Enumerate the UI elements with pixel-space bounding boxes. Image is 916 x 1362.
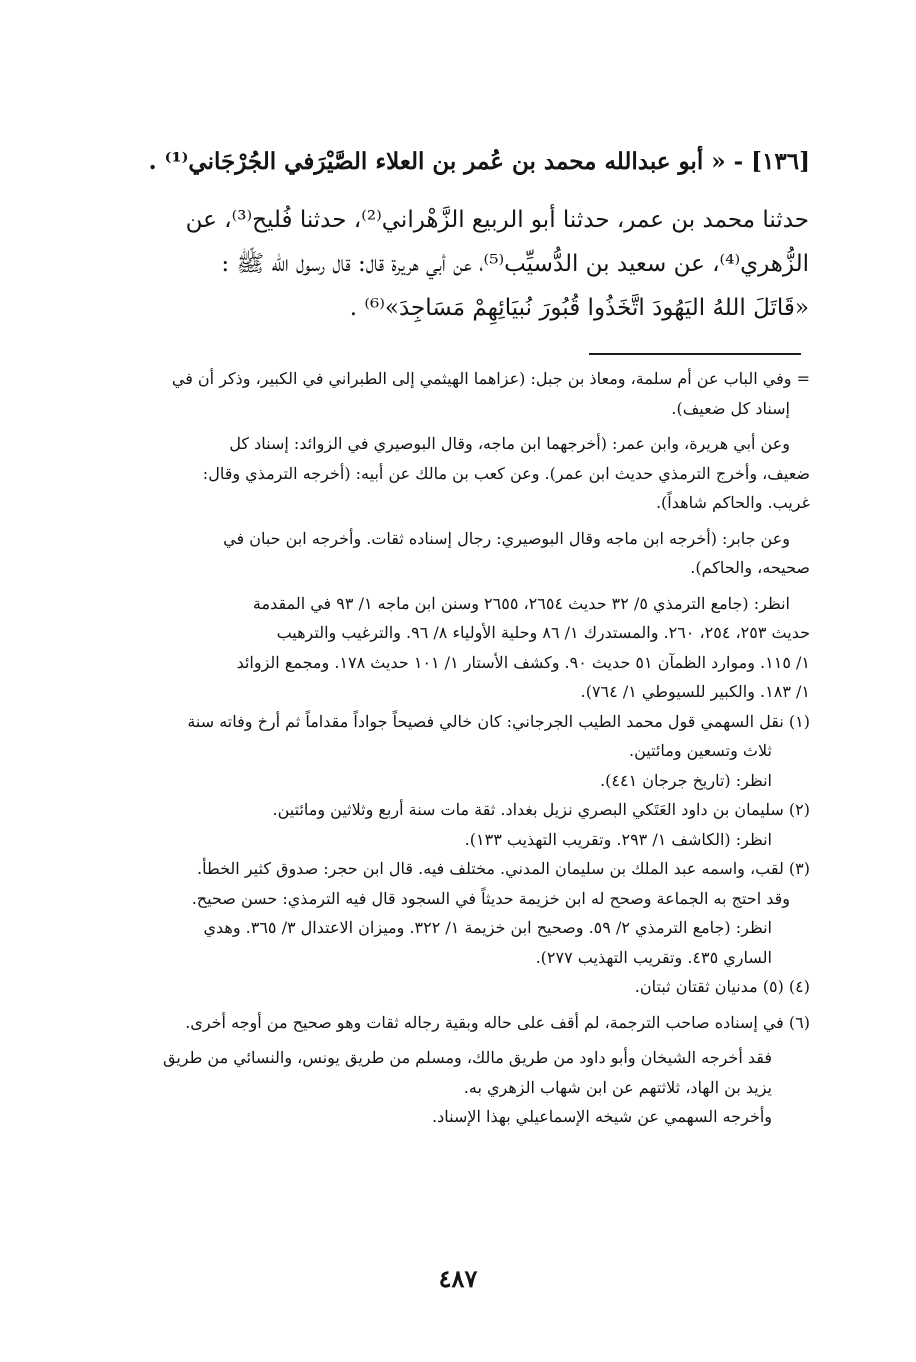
- hadith-line: الزُّهري⁽⁴⁾، عن سعيد بن الدُّسيِّب⁽⁵⁾، عن أبي هريرة قال: قال رسول الله ﷺ :: [221, 251, 809, 277]
- footnote-separator: [589, 353, 801, 355]
- footnote-line: ضعيف، وأخرج الترمذي حديث ابن عمر). وعن كعب بن مالك عن أبيه: (أخرجه الترمذي وقال:: [202, 463, 810, 483]
- footnote-line: انظر: (تاريخ جرجان ٤٤١).: [600, 770, 772, 790]
- hadith-text: [104, 198, 809, 330]
- footnote-line: وعن جابر: (أخرجه ابن ماجه وقال البوصيري: رجال إسناده ثقات. وأخرجه ابن حبان في: [223, 528, 790, 548]
- hadith-line: حدثنا محمد بن عمر، حدثنا أبو الربيع الزَّهْراني⁽²⁾، حدثنا فُليح⁽³⁾، عن: [185, 207, 809, 233]
- footnote-line: وعن أبي هريرة، وابن عمر: (أخرجهما ابن ماجه، وقال البوصيري في الزوائد: إسناد كل: [229, 434, 790, 453]
- footnote-line: غريب. والحاكم شاهداً).: [655, 493, 810, 512]
- footnote-4-5: (٤) (٥) مدنيان ثقتان ثبتان.: [634, 977, 810, 996]
- footnote-3: (٣) لقب، واسمه عبد الملك بن سليمان المدني. مختلف فيه. قال ابن حجر: صدوق كثير الخطأ.: [197, 859, 810, 878]
- footnote-1: (١) نقل السهمي قول محمد الطيب الجرجاني: كان خالي فصيحاً جواداً مقداماً ثم أرخ وفاته سنة: [187, 711, 810, 731]
- footnote-line: انظر: (جامع الترمذي ٢/ ٥٩. وصحيح ابن خزيمة ١/ ٣٢٢. وميزان الاعتدال ٣/ ٣٦٥. وهدي: [203, 918, 772, 937]
- footnotes: [108, 364, 810, 1132]
- footnote-line: ١/ ١١٥. وموارد الظمآن ٥١ حديث ٩٠. وكشف الأستار ١/ ١٠١ حديث ١٧٨. ومجمع الزوائد: [236, 652, 810, 672]
- footnote-6: (٦) في إسناده صاحب الترجمة، لم أقف على حاله وبقية رجاله ثقات وهو صحيح من أوجه أخرى.: [185, 1012, 810, 1032]
- footnote-line: حديث ٢٥٣، ٢٥٤، ٢٦٠. والمستدرك ١/ ٨٦ وحلية الأولياء ٨/ ٩٦. والترغيب والترهيب: [276, 623, 810, 642]
- footnote-line: = وفي الباب عن أم سلمة، ومعاذ بن جبل: (عزاهما الهيثمي إلى الطبراني في الكبير، وذكر أن في: [171, 369, 810, 388]
- footnote-line: انظر: (الكاشف ١/ ٢٩٣. وتقريب التهذيب ١٣٣).: [464, 829, 772, 849]
- footnote-line: انظر: (جامع الترمذي ٥/ ٣٢ حديث ٢٦٥٤، ٢٦٥٥ وسنن ابن ماجه ١/ ٩٣ في المقدمة: [252, 593, 790, 613]
- footnote-line: صحيحه، والحاكم).: [690, 558, 810, 577]
- footnote-2: (٢) سليمان بن داود العَتَكي البصري نزيل بغداد. ثقة مات سنة أربع وثلاثين ومائتين.: [272, 800, 810, 819]
- footnote-line: وقد احتج به الجماعة وصحح له ابن خزيمة حديثاً في السجود قال فيه الترمذي: حسن صحيح.: [191, 888, 790, 908]
- footnote-line: فقد أخرجه الشيخان وأبو داود من طريق مالك، ومسلم من طريق يونس، والنسائي من طريق: [162, 1048, 772, 1067]
- page-number: ٤٨٧: [438, 1264, 478, 1293]
- entry-heading: [١٣٦] - « أبو عبدالله محمد بن عُمر بن العلاء الصَّيْرَفي الجُرْجَاني⁽¹⁾ .: [148, 148, 810, 175]
- hadith-line: «قَاتَلَ اللهُ اليَهُودَ اتَّخَذُوا قُبُورَ نُبيَائِهِمْ مَسَاجِدَ»⁽⁶⁾ .: [349, 295, 809, 321]
- footnote-line: وأخرجه السهمي عن شيخه الإسماعيلي بهذا الإسناد.: [432, 1107, 772, 1126]
- footnote-line: يزيد بن الهاد، ثلاثتهم عن ابن شهاب الزهري به.: [463, 1077, 772, 1097]
- footnote-line: ١/ ١٨٣. والكبير للسيوطي ١/ ٧٦٤).: [580, 682, 810, 701]
- footnote-line: إسناد كل ضعيف).: [671, 398, 790, 418]
- footnote-line: ثلاث وتسعين ومائتين.: [629, 741, 772, 760]
- footnote-line: الساري ٤٣٥. وتقريب التهذيب ٢٧٧).: [535, 947, 772, 967]
